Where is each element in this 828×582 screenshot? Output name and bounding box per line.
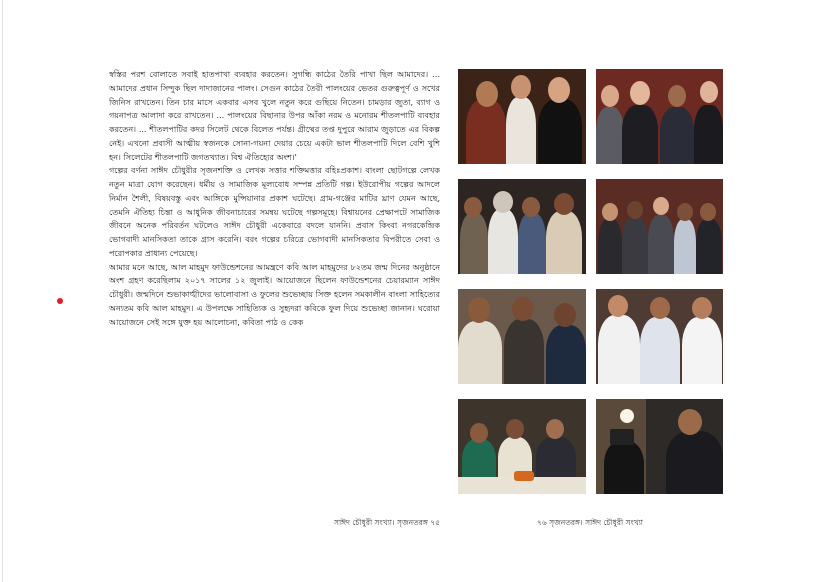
paragraph-2: গল্পের বর্ণনা সাঈদ চৌধুরীর সৃজনশক্তি ও লেখক সত্তার শক্তিমত্তার বহিঃপ্রকাশ। বাংলা ছোটগল্পে লেখক নতুন মাত্রা যোগ করেছেন। ধর্মীয় ও সামাজিক মূল্যবোধ সম্পন্ন প্রতিটি গল্প। ইউরোপীয় গল্পের আদলে নির্মান শৈলী, বিষয়বস্তু এবং আঙ্গিকে মুন্সিয়ানার প্রকাশ ঘটেছে। গ্রাম-গঞ্জের মাটির ঘ্রাণ যেমন আছে, তেমনি ঐতিহ্য চিন্তা ও আধুনিক জীবনাচারের সমন্বয় ঘটেছে গল্পসমূহে। বিশ্বায়নের প্রেক্ষাপটে সামাজিক জীবনে অনেক পরিবর্তন ঘটলেও সাঈদ চৌধুরী একেবারে বদলে যাননি। প্রবাস কিংবা নগরকেন্দ্রিক ভোগবাদী মানসিকতা তাকে গ্রাস করেনি। বরং গল্পের চরিত্রে ভোগবাদী মানসিকতার বিপরীতে সেবা ও পরোপকার প্রাধান্য পেয়েছে। (109, 166, 440, 258)
photo-group-event (596, 179, 723, 274)
paragraph-1: স্বস্তির পরশ বোলাতে সবাই হাতপাখা ব্যবহার করতেন। সুগন্ধি কাঠের তৈরি পাখা ছিল আমাদের। ... আমাদের প্রধান সিন্দুক ছিল দাদাজানের পালং। সেগুন কাঠের তৈরী পালংয়ের ভেতর গুরুত্বপূর্ণ ও সখের জিনিস রাখতেন। তিন চার মাসে একবার এসব খুলে নতুন করে গুছিয়ে নিতেন। চামড়ার জুতা, ব্যাগ ও গয়নাপত্র আলাদা করে রাখতেন। ... পালংয়ের বিছানার উপর আঁকা নরম ও মনোরম শীতলপাটি ব্যবহার করতেন। ... শীতলপাটির কদর সিলেট থেকে বিলেত পর্যন্ত। গ্রীষ্মের তপ্ত দুপুরে আরাম জুড়াতে এর বিকল্প নেই। এখনো প্রবাসী আত্মীয় স্বজনকে সোনা-গয়না দেয়ার চেয়ে একটা ভাল শীতলপাটি দিলে বেশি খুশি হন। সিলেটের শীতলপাটি জগতখ্যাত। বিশ্ব ঐতিহ্যের অংশ।' (109, 70, 440, 162)
right-page-footer: ৭৬ সৃজনতরঙ্গ। সাঈদ চৌধুরী সংখ্যা (537, 518, 643, 527)
red-marker-dot (57, 298, 63, 304)
photo-group-greeting (458, 69, 586, 164)
photo-four-men-suits (596, 69, 723, 164)
page-edge (2, 0, 3, 582)
photo-three-men-standing (596, 289, 723, 384)
left-page-body (109, 68, 440, 498)
photo-group-indoor (458, 179, 586, 274)
photo-interview-camera (596, 399, 723, 494)
photo-men-conversation (458, 289, 586, 384)
left-page-footer: সাঈদ চৌধুরী সংখ্যা। সৃজনতরঙ্গ ৭৫ (334, 518, 440, 527)
photo-dinner-table (458, 399, 586, 494)
paragraph-3: আমার মনে আছে, আল মাহমুদ ফাউন্ডেশনের আমন্ত্রণে কবি আল মাহমুদের ৮২তম জন্ম দিনের অনুষ্ঠানে অংশ গ্রহণ করেছিলাম ২০১৭ সালের ১২ জুলাই। আয়োজনে ছিলেন ফাউন্ডেশনের চেয়ারম্যান সাঈদ চৌধুরী। জন্মদিনে শুভাকাঙ্খীদের ভালোবাসা ও ফুলের শুভেচ্ছায় সিক্ত হলেন সমকালীন বাংলা সাহিত্যের অন্যতম কবি আল মাহমুদ। এ উপলক্ষে সাহিত্যিক ও সুহৃদরা কবিকে ফুল দিয়ে শুভেচ্ছা জানান। ঘরোয়া আয়োজনে সেই সঙ্গে যুক্ত হয় আলোচনা, কবিতা পাঠ ও কেক (109, 262, 440, 327)
